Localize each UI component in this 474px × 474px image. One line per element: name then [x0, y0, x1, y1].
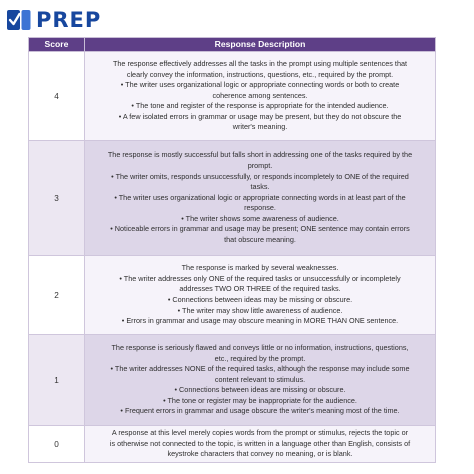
- description-line: • The writer omits, responds unsuccessfully, or responds incompletely to ONE of the required: [111, 171, 409, 181]
- description-cell: [85, 141, 436, 256]
- table-row: [29, 335, 436, 426]
- table-row: [29, 141, 436, 256]
- brand-name: PREP: [36, 8, 102, 32]
- description-line: is otherwise not connected to the topic, is written in a language other than English, consists of: [109, 438, 411, 448]
- description-cell: [85, 335, 436, 426]
- table-row: [29, 426, 436, 463]
- description-cell: [85, 426, 436, 463]
- description-line: The response effectively addresses all the tasks in the prompt using multiple sentences that: [112, 58, 408, 68]
- description-line: A response at this level merely copies words from the prompt or stimulus, rejects the topic or: [111, 428, 409, 438]
- description-line: • Noticeable errors in grammar and usage may be present; ONE sentence may contain errors: [110, 224, 410, 234]
- description-line: • A few isolated errors in grammar or usage may be present, but they do not obscure the: [118, 111, 402, 121]
- description-line: keystroke characters that convey no meaning, or is blank.: [167, 449, 353, 459]
- score-cell: 2: [29, 256, 85, 335]
- description-line: clearly convey the information, instructions, questions, etc., required by the prompt.: [126, 69, 394, 79]
- description-cell: [85, 256, 436, 335]
- description-line: The response is seriously flawed and conveys little or no information, instructions, questions,: [111, 342, 409, 352]
- score-cell: 4: [29, 52, 85, 141]
- description-cell: [85, 52, 436, 141]
- description-line: addresses TWO OR THREE of the required tasks.: [179, 284, 341, 294]
- description-column-header: Response Description: [85, 38, 436, 52]
- table-row: [29, 52, 436, 141]
- description-line: tasks.: [250, 182, 270, 192]
- description-line: • Connections between ideas are missing or obscure.: [174, 385, 346, 395]
- description-line: • Connections between ideas may be missing or obscure.: [167, 295, 353, 304]
- description-line: • The writer uses organizational logic or appropriate connecting words in at least part of the: [114, 192, 406, 202]
- description-line: • The writer may show little awareness of audience.: [177, 305, 343, 315]
- table-header-row: [29, 38, 436, 52]
- description-line: • Errors in grammar and usage may obscure meaning in MORE THAN ONE sentence.: [121, 316, 399, 326]
- description-line: The response is mostly successful but falls short in addressing one of the tasks required by the: [107, 150, 413, 160]
- prep-logo-icon: [6, 9, 32, 31]
- description-line: content relevant to stimulus.: [214, 374, 306, 384]
- description-line: • The writer addresses only ONE of the required tasks or unsuccessfully or incompletely: [119, 273, 401, 283]
- score-cell: 1: [29, 335, 85, 426]
- scoring-rubric-table: [28, 37, 436, 463]
- description-line: The response is marked by several weaknesses.: [181, 263, 339, 273]
- table-row: [29, 256, 436, 335]
- description-line: response.: [244, 203, 276, 213]
- description-line: • The writer uses organizational logic or appropriate connecting words or both to create: [120, 80, 400, 90]
- description-line: that obscure meaning.: [224, 235, 296, 245]
- description-line: • Frequent errors in grammar and usage obscure the writer's meaning most of the time.: [120, 406, 400, 416]
- score-column-header: Score: [29, 38, 85, 52]
- description-line: etc., required by the prompt.: [214, 353, 306, 363]
- description-line: • The tone or register may be inappropriate for the audience.: [163, 395, 357, 405]
- description-line: writer's meaning.: [232, 122, 288, 132]
- description-line: • The tone and register of the response is appropriate for the intended audience.: [131, 101, 389, 111]
- score-cell: 3: [29, 141, 85, 256]
- description-line: coherence among sentences.: [212, 90, 308, 100]
- description-line: • The writer addresses NONE of the required tasks, although the response may include some: [110, 364, 410, 374]
- description-line: prompt.: [247, 160, 273, 170]
- brand-header: [6, 7, 101, 33]
- description-line: • The writer shows some awareness of audience.: [181, 213, 339, 223]
- score-cell: 0: [29, 426, 85, 463]
